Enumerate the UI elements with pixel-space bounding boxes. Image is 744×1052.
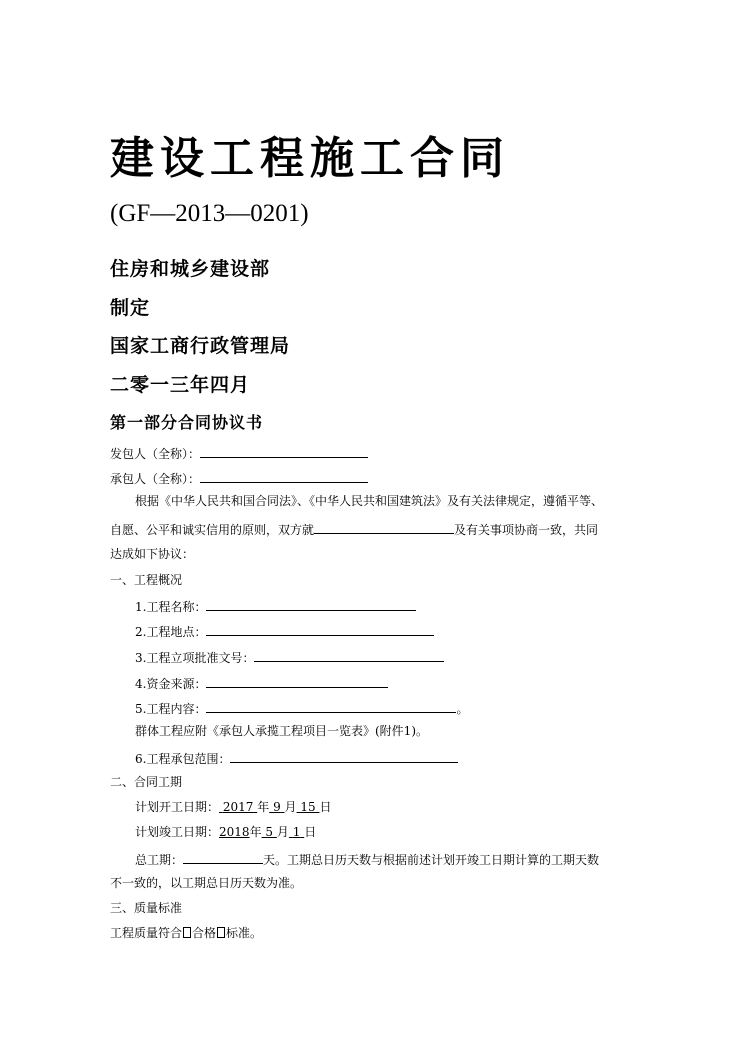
section-1-heading: 一、工程概况 <box>110 573 183 587</box>
year-unit: 年 <box>257 800 270 814</box>
issuer-verb: 制定 <box>110 297 151 319</box>
contractor-label: 承包人（全称）： <box>110 472 201 486</box>
total-duration-text-2: 不一致的，以工期总日历天数为准。 <box>110 876 303 890</box>
month-unit: 月 <box>276 825 289 839</box>
project-name-label: 1.工程名称： <box>135 600 207 614</box>
total-duration-line <box>135 850 599 868</box>
preamble-line-3: 达成如下协议： <box>110 547 195 561</box>
project-content-label: 5.工程内容： <box>135 702 207 716</box>
project-location-blank[interactable] <box>206 622 434 636</box>
employer-line <box>110 444 368 462</box>
project-content-line <box>135 699 468 717</box>
employer-blank[interactable] <box>200 444 368 458</box>
total-duration-blank[interactable] <box>183 850 263 864</box>
day-unit: 日 <box>304 825 317 839</box>
funding-source-line <box>135 674 388 692</box>
preamble-line-2 <box>110 520 598 538</box>
funding-source-blank[interactable] <box>206 674 388 688</box>
funding-source-label: 4.资金来源： <box>135 677 207 691</box>
checkbox-icon <box>183 927 191 938</box>
project-content-end: 。 <box>456 702 469 716</box>
preamble-line-2b: 及有关事项协商一致，共同 <box>454 523 599 537</box>
issue-date: 二零一三年四月 <box>110 374 251 396</box>
preamble-line-2a: 自愿、公平和诚实信用的原则，双方就 <box>110 523 315 537</box>
project-blank[interactable] <box>314 520 454 534</box>
planned-finish-year[interactable]: 2018 <box>219 825 250 839</box>
approval-number-blank[interactable] <box>254 648 444 662</box>
project-location-label: 2.工程地点： <box>135 625 207 639</box>
contractor-blank[interactable] <box>200 469 368 483</box>
year-unit: 年 <box>249 825 262 839</box>
section-3-heading: 三、质量标准 <box>110 901 183 915</box>
planned-finish-month[interactable]: 5 <box>265 825 274 839</box>
project-name-line <box>135 597 416 615</box>
day-unit: 日 <box>319 800 332 814</box>
planned-start-day[interactable]: 15 <box>300 800 316 814</box>
checkbox-icon <box>217 927 225 938</box>
planned-finish-line <box>135 824 316 840</box>
contract-scope-blank[interactable] <box>230 749 458 763</box>
document-title: 建设工程施工合同 <box>110 133 510 184</box>
planned-start-line <box>135 799 332 815</box>
section-2-heading: 二、合同工期 <box>110 775 183 789</box>
preamble-line-1: 根据《中华人民共和国合同法》、《中华人民共和国建筑法》及有关法律规定，遵循平等、 <box>135 494 604 508</box>
total-duration-text: 天。工期总日历天数与根据前述计划开竣工日期计算的工期天数 <box>263 853 600 867</box>
project-name-blank[interactable] <box>206 597 416 611</box>
project-content-blank[interactable] <box>206 699 456 713</box>
document-code: (GF—2013—0201) <box>110 200 309 227</box>
approval-number-label: 3.工程立项批准文号： <box>135 651 255 665</box>
planned-start-month[interactable]: 9 <box>273 800 281 814</box>
planned-finish-label: 计划竣工日期： <box>135 825 220 839</box>
project-location-line <box>135 622 434 640</box>
issuer-ministry: 住房和城乡建设部 <box>110 258 271 280</box>
approval-number-line <box>135 648 444 666</box>
quality-standard-line <box>110 925 262 941</box>
quality-text-b: 标准。 <box>226 926 263 940</box>
group-project-note: 群体工程应附《承包人承揽工程项目一览表》(附件1)。 <box>135 724 429 738</box>
month-unit: 月 <box>284 800 297 814</box>
planned-finish-day[interactable]: 1 <box>292 825 301 839</box>
employer-label: 发包人（全称）： <box>110 447 201 461</box>
contract-scope-line <box>135 749 458 767</box>
quality-value[interactable]: 合格 <box>192 926 217 940</box>
planned-start-year[interactable]: 2017 <box>222 800 254 814</box>
planned-start-label: 计划开工日期： <box>135 800 220 814</box>
contract-scope-label: 6.工程承包范围： <box>135 752 231 766</box>
contractor-line <box>110 469 368 487</box>
total-duration-label: 总工期： <box>135 853 184 867</box>
part-title: 第一部分合同协议书 <box>110 413 264 432</box>
quality-text-a: 工程质量符合 <box>110 926 183 940</box>
issuer-bureau: 国家工商行政管理局 <box>110 335 291 357</box>
